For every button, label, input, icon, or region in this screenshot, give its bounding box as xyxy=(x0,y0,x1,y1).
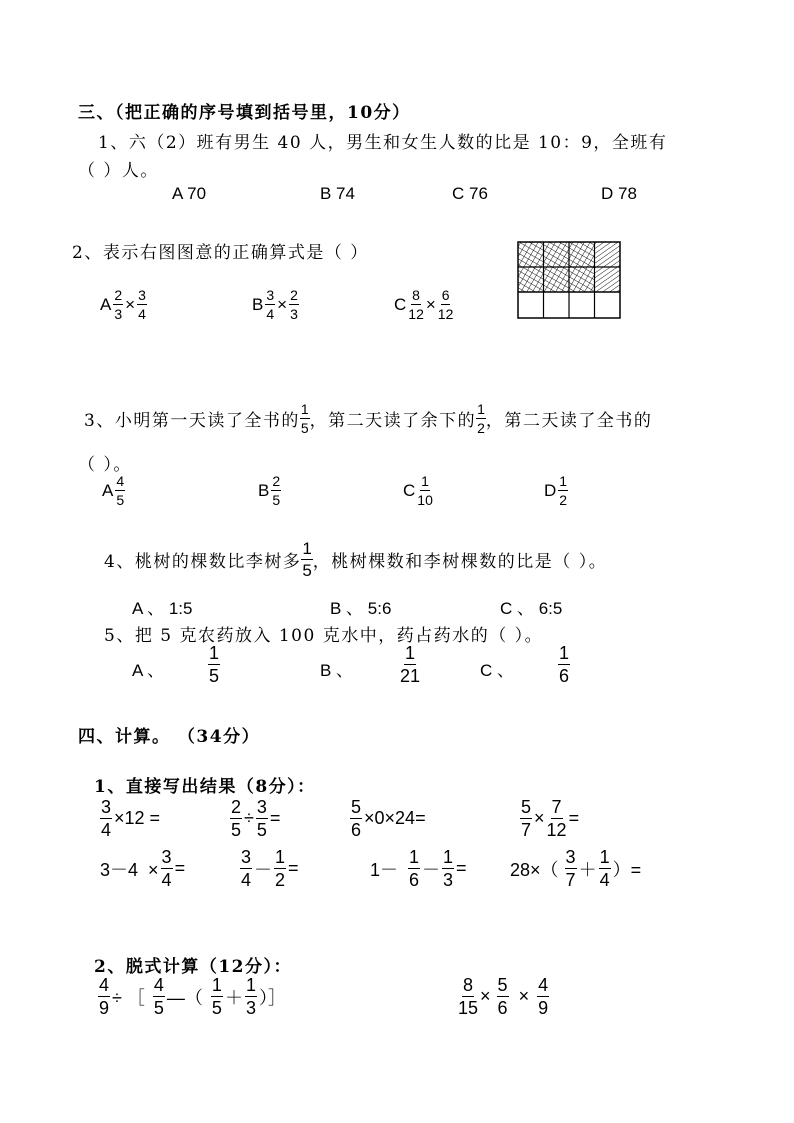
q1-option-a: A 70 xyxy=(172,184,207,203)
part-1-title: 1、直接写出结果（8分）： xyxy=(94,777,316,797)
fraction: $\frac{4}{5}$ xyxy=(116,473,125,508)
q4-option-b: B 、 5:6 xyxy=(330,599,392,618)
fraction: $\frac{2}{3}$ xyxy=(290,287,298,322)
fraction: $\frac{5}{7}$ xyxy=(521,797,532,840)
question-4-text: 4、桃树的棵数比李树多 $\frac{1}{5}$ ，桃树棵数和李树棵数的比是（ ）。 xyxy=(104,539,608,580)
q3-option-b: B $\frac{2}{5}$ xyxy=(258,473,281,508)
calc-2: $\frac{2}{5}$ ÷ $\frac{3}{5}$ = xyxy=(231,797,281,840)
q5-option-b-fraction: $\frac{1}{21}$ xyxy=(400,643,421,686)
q5-option-c-fraction: $\frac{1}{6}$ xyxy=(559,643,570,686)
q2-option-b xyxy=(252,288,301,321)
calc-6: $\frac{3}{4}$ － $\frac{1}{2}$ = xyxy=(241,847,299,890)
q4-option-a: A 、 1:5 xyxy=(132,599,193,618)
question-3-line2: （ ）。 xyxy=(78,455,132,475)
calc-1: $\frac{3}{4}$ ×12 = xyxy=(101,797,161,840)
fraction: $\frac{1}{5}$ xyxy=(211,975,222,1018)
fraction: $\frac{3}{7}$ xyxy=(565,847,576,890)
fraction: $\frac{1}{3}$ xyxy=(443,847,454,890)
fraction: $\frac{2}{5}$ xyxy=(272,473,281,508)
q3-option-c: C $\frac{1}{10}$ xyxy=(403,473,433,508)
fraction: $\frac{1}{2}$ xyxy=(275,847,286,890)
calc-4: $\frac{5}{7}$ × $\frac{7}{12}$ = xyxy=(521,797,580,840)
question-1-line2: （ ）人。 xyxy=(78,161,159,181)
question-1-line1: 1、六（2）班有男生 40 人，男生和女生人数的比是 10：9，全班有 xyxy=(98,133,668,153)
fraction: $\frac{1}{5}$ xyxy=(300,401,309,436)
fraction: $\frac{1}{6}$ xyxy=(409,847,420,890)
fraction: $\frac{3}{5}$ xyxy=(256,797,267,840)
q4-option-c: C 、 6:5 xyxy=(500,599,563,618)
fraction: $\frac{8}{12}$ xyxy=(408,287,424,322)
fraction: $\frac{1}{2}$ xyxy=(477,401,485,436)
question-3-line1: 3、小明第一天读了全书的 $\frac{1}{5}$ ，第二天读了余下的 $\frac{1}{2}$ ，第二天读了全书的 xyxy=(84,401,653,436)
fraction: $\frac{3}{4}$ xyxy=(266,287,275,322)
fraction: $\frac{2}{3}$ xyxy=(114,287,123,322)
calc-5: 3－4 × $\frac{3}{4}$ = xyxy=(100,847,186,890)
fraction: $\frac{4}{9}$ xyxy=(538,975,549,1018)
q3-option-d: D $\frac{1}{2}$ xyxy=(544,473,568,508)
fraction: $\frac{1}{5}$ xyxy=(302,539,312,580)
q5-option-b-label: B 、 xyxy=(320,661,354,680)
operator: × xyxy=(125,294,136,314)
q2-option-a xyxy=(100,288,149,321)
q2-option-c xyxy=(394,288,455,321)
fraction: $\frac{5}{6}$ xyxy=(497,975,508,1018)
q5-option-a-label: A 、 xyxy=(132,661,165,680)
option-letter: A xyxy=(100,294,112,314)
operator: × xyxy=(425,294,436,314)
section-4-title: 四、计算。 （34分） xyxy=(78,727,261,747)
calc-8: 28×（ $\frac{3}{7}$ ＋ $\frac{1}{4}$ ）= xyxy=(510,847,642,890)
fraction: $\frac{3}{4}$ xyxy=(241,847,252,890)
section-3-title: 三、（把正确的序号填到括号里，10分） xyxy=(78,103,411,123)
q3-option-a: A $\frac{4}{5}$ xyxy=(102,473,125,508)
fraction: $\frac{8}{15}$ xyxy=(458,975,479,1018)
fraction: $\frac{2}{5}$ xyxy=(231,797,242,840)
fraction: $\frac{1}{3}$ xyxy=(245,975,256,1018)
fraction: $\frac{4}{9}$ xyxy=(99,975,110,1018)
operator: × xyxy=(277,294,288,314)
q1-option-b: B 74 xyxy=(320,184,355,203)
fraction: $\frac{6}{12}$ xyxy=(437,287,454,322)
fraction: $\frac{1}{2}$ xyxy=(559,473,568,508)
part-2-title: 2、脱式计算（12分）： xyxy=(94,957,292,977)
fraction: $\frac{1}{10}$ xyxy=(417,473,433,508)
fraction: $\frac{7}{12}$ xyxy=(546,797,567,840)
calc-7: 1－ $\frac{1}{6}$ － $\frac{1}{3}$ = xyxy=(370,847,467,890)
question-2-text: 2、表示右图图意的正确算式是（ ） xyxy=(72,243,369,263)
fraction: $\frac{5}{6}$ xyxy=(351,797,362,840)
stepwise-calc-1: $\frac{4}{9}$ ÷ ［ $\frac{4}{5}$ —（ $\frac{1}{5}$ ＋ $\frac{1}{3}$ ）］ xyxy=(99,975,286,1018)
q5-option-c-label: C 、 xyxy=(480,661,514,680)
q1-option-d: D 78 xyxy=(601,184,637,203)
grid-diagram xyxy=(516,240,622,320)
fraction: $\frac{1}{4}$ xyxy=(599,847,610,890)
fraction: $\frac{3}{4}$ xyxy=(161,847,172,890)
stepwise-calc-2: $\frac{8}{15}$ × $\frac{5}{6}$ × $\frac{4}{9}$ xyxy=(458,975,549,1018)
fraction: $\frac{4}{5}$ xyxy=(153,975,164,1018)
question-5-text: 5、把 5 克农药放入 100 克水中，药占药水的（ ）。 xyxy=(104,626,544,646)
fraction: $\frac{3}{4}$ xyxy=(101,797,112,840)
q5-option-a-fraction: $\frac{1}{5}$ xyxy=(209,643,220,686)
fraction: $\frac{3}{4}$ xyxy=(138,287,146,322)
q1-option-c: C 76 xyxy=(452,184,488,203)
option-letter: B xyxy=(252,294,264,314)
calc-3: $\frac{5}{6}$ ×0×24= xyxy=(351,797,426,840)
option-letter: C xyxy=(394,294,407,314)
